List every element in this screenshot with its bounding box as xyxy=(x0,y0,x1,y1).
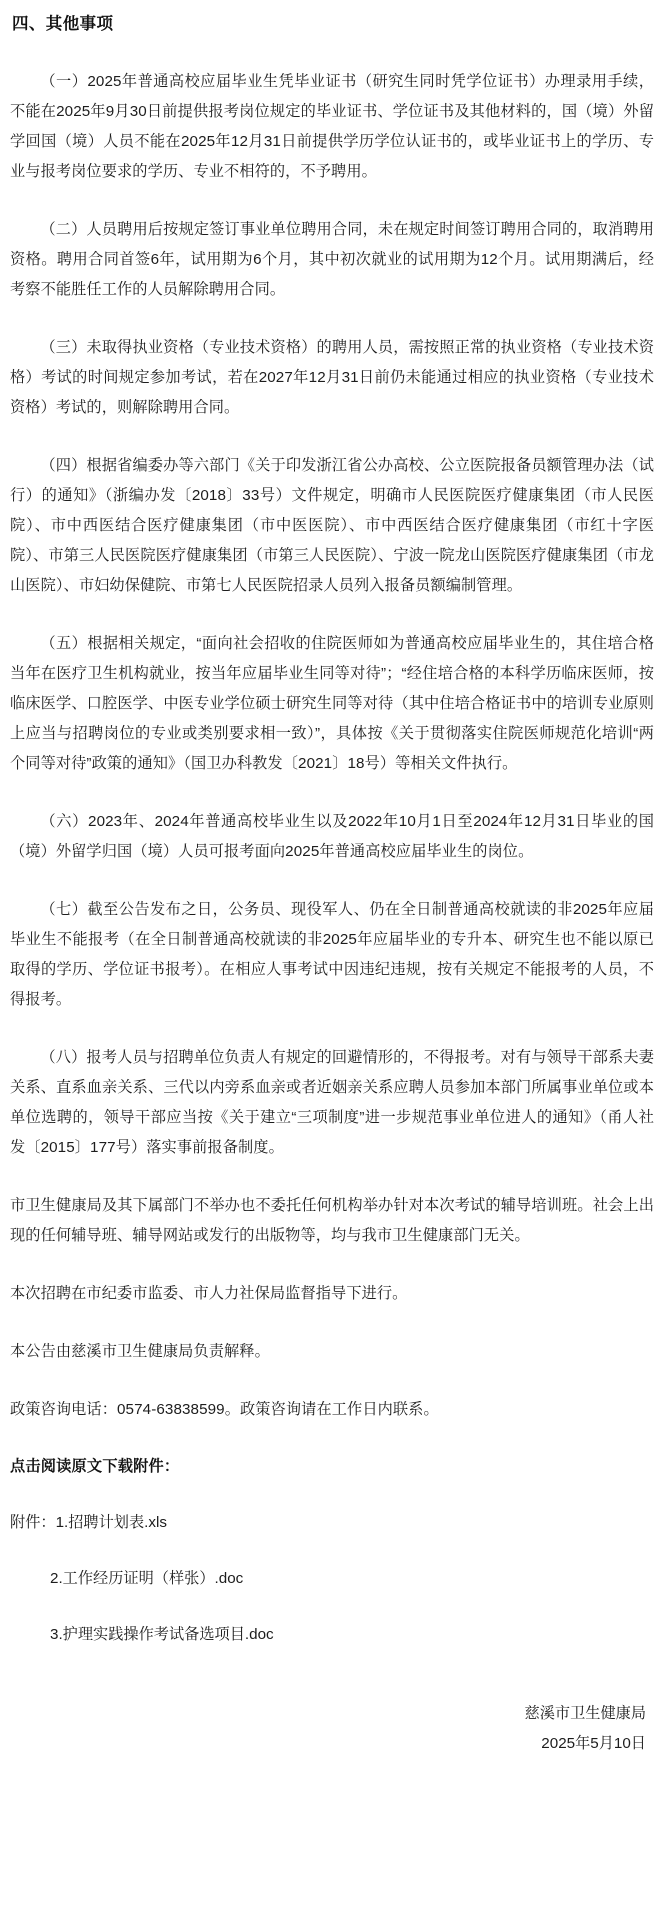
section-heading: 四、其他事项 xyxy=(12,15,114,33)
paragraph-item-7: （七）截至公告发布之日，公务员、现役军人、仍在全日制普通高校就读的非2025年应届毕业生不能报考（在全日制普通高校就读的非2025年应届毕业的专升本、研究生也不能以原已取得的学历、学位证书报考）。在相应人事考试中因违纪违规，按有关规定不能报考的人员，不得报考。 xyxy=(10,900,654,1008)
spacer xyxy=(10,1679,654,1695)
spacer xyxy=(10,601,654,629)
paragraph-item-4: （四）根据省编委办等六部门《关于印发浙江省公办高校、公立医院报备员额管理办法（试行）的通知》（浙编办发〔2018〕33号）文件规定，明确市人民医院医疗健康集团（市人民医院）、市中西医结合医疗健康集团（市中医医院）、市中西医结合医疗健康集团（市红十字医院）、市第三人民医院医疗健康集团（市第三人民医院）、宁波一院龙山医院医疗健康集团（市龙山医院）、市妇幼保健院、市第七人民医院招录人员列入报备员额编制管理。 xyxy=(10,456,654,594)
spacer xyxy=(10,1015,654,1043)
spacer xyxy=(10,37,654,67)
notice-consultation-phone: 政策咨询电话：0574-63838599。政策咨询请在工作日内联系。 xyxy=(10,1400,439,1418)
paragraph-item-5: （五）根据相关规定，“面向社会招收的住院医师如为普通高校应届毕业生的，其住培合格当年在医疗卫生机构就业，按当年应届毕业生同等对待”；“经住培合格的本科学历临床医师，按临床医学、口腔医学、中医专业学位硕士研究生同等对待（其中住培合格证书中的培训专业原则上应当与招聘岗位的专业或类别要求相一致）”，具体按《关于贯彻落实住院医师规范化培训“两个同等对待”政策的通知》（国卫办科教发〔2021〕18号）等相关文件执行。 xyxy=(10,634,654,772)
notice-interpretation: 本公告由慈溪市卫生健康局负责解释。 xyxy=(10,1342,270,1360)
signature-block xyxy=(10,1699,654,1759)
spacer xyxy=(10,305,654,333)
spacer xyxy=(10,1309,654,1337)
notice-supervision: 本次招聘在市纪委市监委、市人力社保局监督指导下进行。 xyxy=(10,1284,408,1302)
spacer xyxy=(10,187,654,215)
paragraph-item-2: （二）人员聘用后按规定签订事业单位聘用合同，未在规定时间签订聘用合同的，取消聘用资格。聘用合同首签6年，试用期为6个月，其中初次就业的试用期为12个月。试用期满后，经考察不能胜任工作的人员解除聘用合同。 xyxy=(10,220,654,298)
spacer xyxy=(10,423,654,451)
attachment-item-3[interactable]: 3.护理实践操作考试备选项目.doc xyxy=(50,1625,274,1643)
spacer xyxy=(10,1481,654,1509)
attachment-item-2[interactable]: 2.工作经历证明（样张）.doc xyxy=(50,1569,244,1587)
paragraph-item-6: （六）2023年、2024年普通高校毕业生以及2022年10月1日至2024年12月31日毕业的国（境）外留学归国（境）人员可报考面向2025年普通高校应届毕业生的岗位。 xyxy=(10,812,654,860)
download-attachments-cta[interactable]: 点击阅读原文下载附件： xyxy=(10,1457,180,1475)
spacer xyxy=(10,1537,654,1565)
spacer xyxy=(10,1593,654,1621)
spacer xyxy=(10,1367,654,1395)
spacer xyxy=(10,867,654,895)
spacer xyxy=(10,1163,654,1191)
paragraph-item-3: （三）未取得执业资格（专业技术资格）的聘用人员，需按照正常的执业资格（专业技术资格）考试的时间规定参加考试，若在2027年12月31日前仍未能通过相应的执业资格（专业技术资格）考试的，则解除聘用合同。 xyxy=(10,338,654,416)
attachment-item-1[interactable]: 附件：1.招聘计划表.xls xyxy=(10,1513,167,1531)
spacer xyxy=(10,1251,654,1279)
paragraph-item-1: （一）2025年普通高校应届毕业生凭毕业证书（研究生同时凭学位证书）办理录用手续，不能在2025年9月30日前提供报考岗位规定的毕业证书、学位证书及其他材料的，国（境）外留学回国（境）人员不能在2025年12月31日前提供学历学位认证书的，或毕业证书上的学历、专业与报考岗位要求的学历、专业不相符的，不予聘用。 xyxy=(10,72,654,180)
paragraph-item-8: （八）报考人员与招聘单位负责人有规定的回避情形的，不得报考。对有与领导干部系夫妻关系、直系血亲关系、三代以内旁系血亲或者近姻亲关系应聘人员参加本部门所属事业单位或本单位选聘的，领导干部应当按《关于建立“三项制度”进一步规范事业单位进人的通知》（甬人社发〔2015〕177号）落实事前报备制度。 xyxy=(10,1048,654,1156)
signature-date: 2025年5月10日 xyxy=(541,1734,646,1752)
signature-issuer: 慈溪市卫生健康局 xyxy=(524,1704,646,1722)
notice-training-disclaimer: 市卫生健康局及其下属部门不举办也不委托任何机构举办针对本次考试的辅导培训班。社会上出现的任何辅导班、辅导网站或发行的出版物等，均与我市卫生健康部门无关。 xyxy=(10,1196,654,1244)
spacer xyxy=(10,779,654,807)
spacer xyxy=(10,1649,654,1679)
spacer xyxy=(10,1425,654,1453)
